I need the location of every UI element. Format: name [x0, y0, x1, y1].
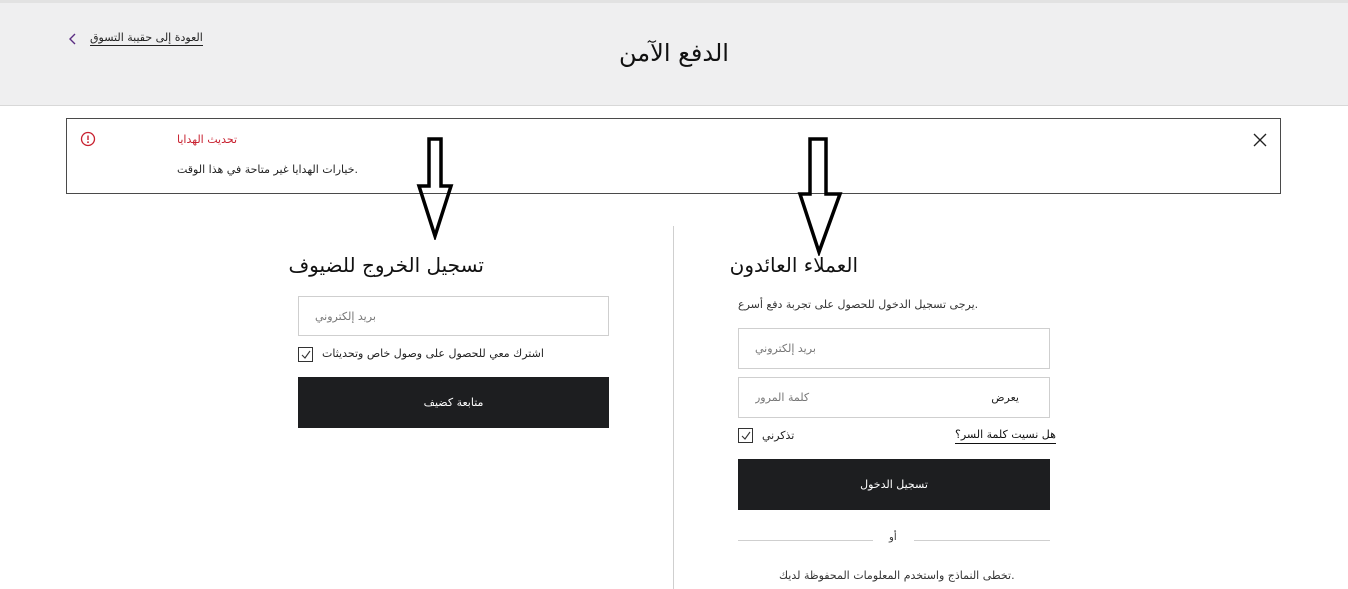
column-divider: [673, 226, 674, 589]
close-icon[interactable]: [1252, 132, 1268, 148]
or-divider-left: [738, 540, 873, 541]
remember-me-label: تذكرني: [762, 429, 795, 442]
continue-as-guest-button[interactable]: متابعة كضيف: [298, 377, 609, 428]
email-field[interactable]: [738, 328, 1050, 369]
forgot-password-link[interactable]: هل نسيت كلمة السر؟: [955, 428, 1056, 444]
email-input[interactable]: [739, 329, 1049, 368]
alert-title: تحديث الهدايا: [177, 133, 238, 146]
page-title: الدفع الآمن: [619, 39, 729, 67]
subscribe-checkbox[interactable]: [298, 347, 313, 362]
returning-subtitle: .يرجى تسجيل الدخول للحصول على تجربة دفع أسرع: [738, 298, 979, 311]
remember-me-checkbox[interactable]: [738, 428, 753, 443]
password-field[interactable]: [738, 377, 1050, 418]
or-divider-right: [914, 540, 1050, 541]
back-link-label: العودة إلى حقيبة التسوق: [90, 31, 203, 44]
guest-email-input[interactable]: [299, 297, 608, 335]
show-password-toggle[interactable]: يعرض: [991, 391, 1019, 404]
returning-customers-title: العملاء العائدون: [729, 253, 858, 277]
down-arrow-icon: [415, 136, 455, 240]
guest-email-field[interactable]: [298, 296, 609, 336]
alert-circle-icon: [80, 131, 96, 147]
alert-message: .خيارات الهدايا غير متاحة في هذا الوقت: [177, 163, 359, 176]
checkmark-icon: [301, 350, 311, 360]
checkmark-icon: [741, 431, 751, 441]
skip-forms-text: .تخطى النماذج واستخدم المعلومات المحفوظة لديك: [779, 569, 1015, 582]
gift-update-alert: [66, 118, 1281, 194]
or-label: أو: [889, 532, 897, 543]
guest-checkout-title: تسجيل الخروج للضيوف: [288, 253, 484, 277]
login-button[interactable]: تسجيل الدخول: [738, 459, 1050, 510]
subscribe-label: اشترك معي للحصول على وصول خاص وتحديثات: [322, 347, 544, 360]
page-header: [0, 0, 1348, 106]
down-arrow-icon: [797, 136, 845, 256]
